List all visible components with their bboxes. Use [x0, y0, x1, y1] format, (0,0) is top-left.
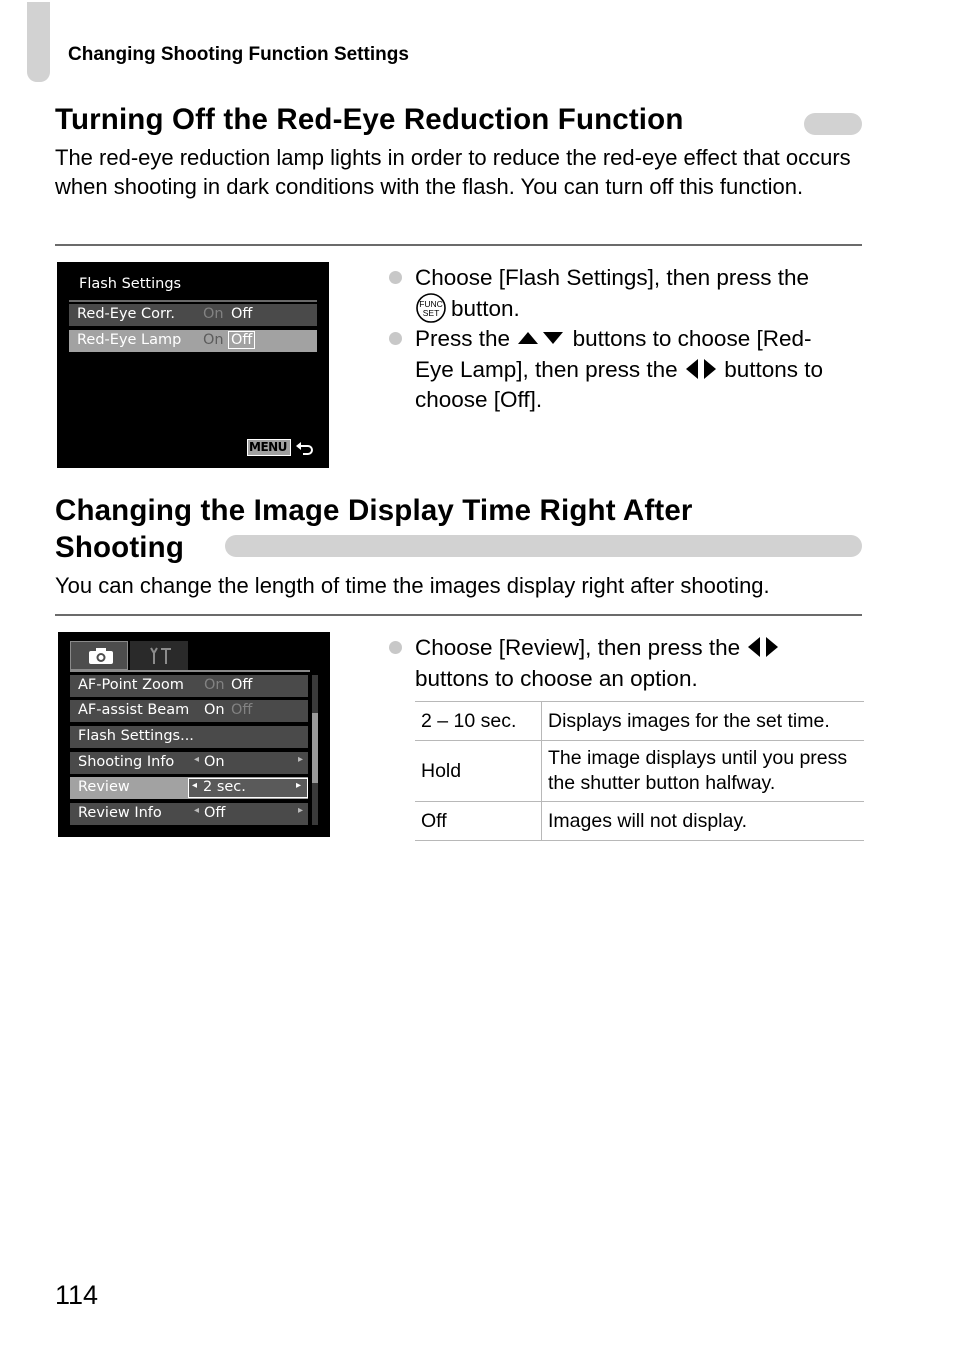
- menu-row-label: Red-Eye Corr.: [77, 306, 175, 322]
- option-description: Displays images for the set time.: [542, 702, 865, 741]
- chapter-tab: [27, 2, 50, 82]
- menu-row-red-eye-corr: [69, 304, 317, 326]
- option-name: 2 – 10 sec.: [415, 702, 542, 741]
- option-off: Off: [231, 702, 253, 718]
- step-choose-review: Choose [Review], then press the buttons to choose an option.: [415, 633, 865, 694]
- option-off: Off: [231, 306, 253, 322]
- return-arrow-icon: [295, 439, 315, 457]
- menu-row-label: AF-Point Zoom: [78, 677, 184, 693]
- right-arrow-icon: ▸: [298, 754, 304, 765]
- menu-row-label: Review Info: [78, 805, 162, 821]
- table-row: [415, 702, 864, 741]
- option-on: On: [203, 306, 224, 322]
- option-description: The image displays until you press the shutter button halfway.: [542, 741, 865, 802]
- option-off-selected: Off: [228, 331, 255, 349]
- section-title-display-time-line2: Shooting: [55, 531, 184, 564]
- bullet-icon: [389, 332, 402, 345]
- tab-settings: [130, 641, 188, 670]
- screen-title-rule: [69, 300, 317, 302]
- menu-row-flash-settings: [70, 726, 308, 748]
- menu-row-red-eye-lamp: [69, 330, 317, 352]
- left-arrow-icon: ◂: [194, 754, 200, 765]
- scrollbar-thumb: [312, 713, 318, 783]
- option-off: Off: [231, 677, 253, 693]
- svg-text:FUNC: FUNC: [419, 298, 443, 309]
- divider-rule: [55, 614, 862, 616]
- menu-row-review-info: [70, 803, 308, 825]
- menu-row-af-point-zoom: [70, 675, 308, 697]
- menu-row-value: 2 sec.: [203, 779, 246, 795]
- section-title-red-eye: Turning Off the Red-Eye Reduction Function: [55, 103, 684, 136]
- heading-bar: [804, 113, 862, 135]
- camera-icon: [88, 647, 114, 665]
- menu-row-label: Red-Eye Lamp: [77, 332, 182, 348]
- menu-row-label: Shooting Info: [78, 754, 175, 770]
- running-header: Changing Shooting Function Settings: [68, 44, 409, 65]
- menu-row-shooting-info: [70, 752, 308, 774]
- option-name: Hold: [415, 741, 542, 802]
- menu-row-label: AF-assist Beam: [78, 702, 190, 718]
- section-intro-display-time: You can change the length of time the images display right after shooting.: [55, 573, 770, 598]
- screen-title: Flash Settings: [79, 276, 182, 292]
- camera-screen-shooting-menu: [58, 632, 330, 837]
- divider-rule: [55, 244, 862, 246]
- bullet-icon: [389, 641, 402, 654]
- option-name: Off: [415, 802, 542, 841]
- right-arrow-icon: ▸: [298, 805, 304, 816]
- tools-icon: [147, 647, 173, 665]
- table-row: [415, 802, 864, 841]
- svg-text:SET: SET: [422, 307, 440, 318]
- step-choose-red-eye-lamp: Press the buttons to choose [Red- Eye Lamp], then press the buttons to choose [Off].: [415, 324, 865, 416]
- tab-underline: [70, 670, 310, 672]
- option-description: Images will not display.: [542, 802, 865, 841]
- option-on: On: [204, 677, 225, 693]
- section-title-display-time: Changing the Image Display Time Right After: [55, 494, 693, 527]
- review-value-box: [188, 778, 308, 798]
- menu-row-af-assist-beam: [70, 700, 308, 722]
- option-on: On: [203, 332, 224, 348]
- menu-row-value: Off: [204, 805, 226, 821]
- menu-button-icon: MENU: [247, 439, 291, 456]
- camera-screen-flash-settings: [57, 262, 329, 468]
- func-set-button-icon: [415, 292, 447, 324]
- left-right-buttons-icon: [684, 358, 718, 380]
- left-arrow-icon: ◂: [194, 805, 200, 816]
- menu-row-value: On: [204, 754, 225, 770]
- table-row: [415, 741, 864, 802]
- option-on: On: [204, 702, 225, 718]
- review-options-table: [415, 701, 864, 841]
- left-right-buttons-icon: [746, 636, 780, 658]
- step-choose-flash-settings: Choose [Flash Settings], then press the FUNC SET button.: [415, 263, 865, 324]
- section-intro-red-eye: The red-eye reduction lamp lights in order to reduce the red-eye effect that occurs when shooting in dark conditions with the flash. You can turn off this function.: [55, 145, 851, 199]
- bullet-icon: [389, 271, 402, 284]
- menu-row-review: [70, 777, 308, 799]
- menu-row-label: Review: [78, 779, 130, 795]
- menu-row-label: Flash Settings...: [78, 728, 194, 744]
- tab-shooting: [70, 641, 128, 670]
- heading-bar: [225, 535, 862, 557]
- up-down-buttons-icon: [516, 330, 566, 346]
- left-arrow-icon: ◂: [192, 780, 198, 791]
- right-arrow-icon: ▸: [296, 780, 302, 791]
- scrollbar-track: [312, 675, 318, 825]
- page-number: 114: [55, 1280, 99, 1310]
